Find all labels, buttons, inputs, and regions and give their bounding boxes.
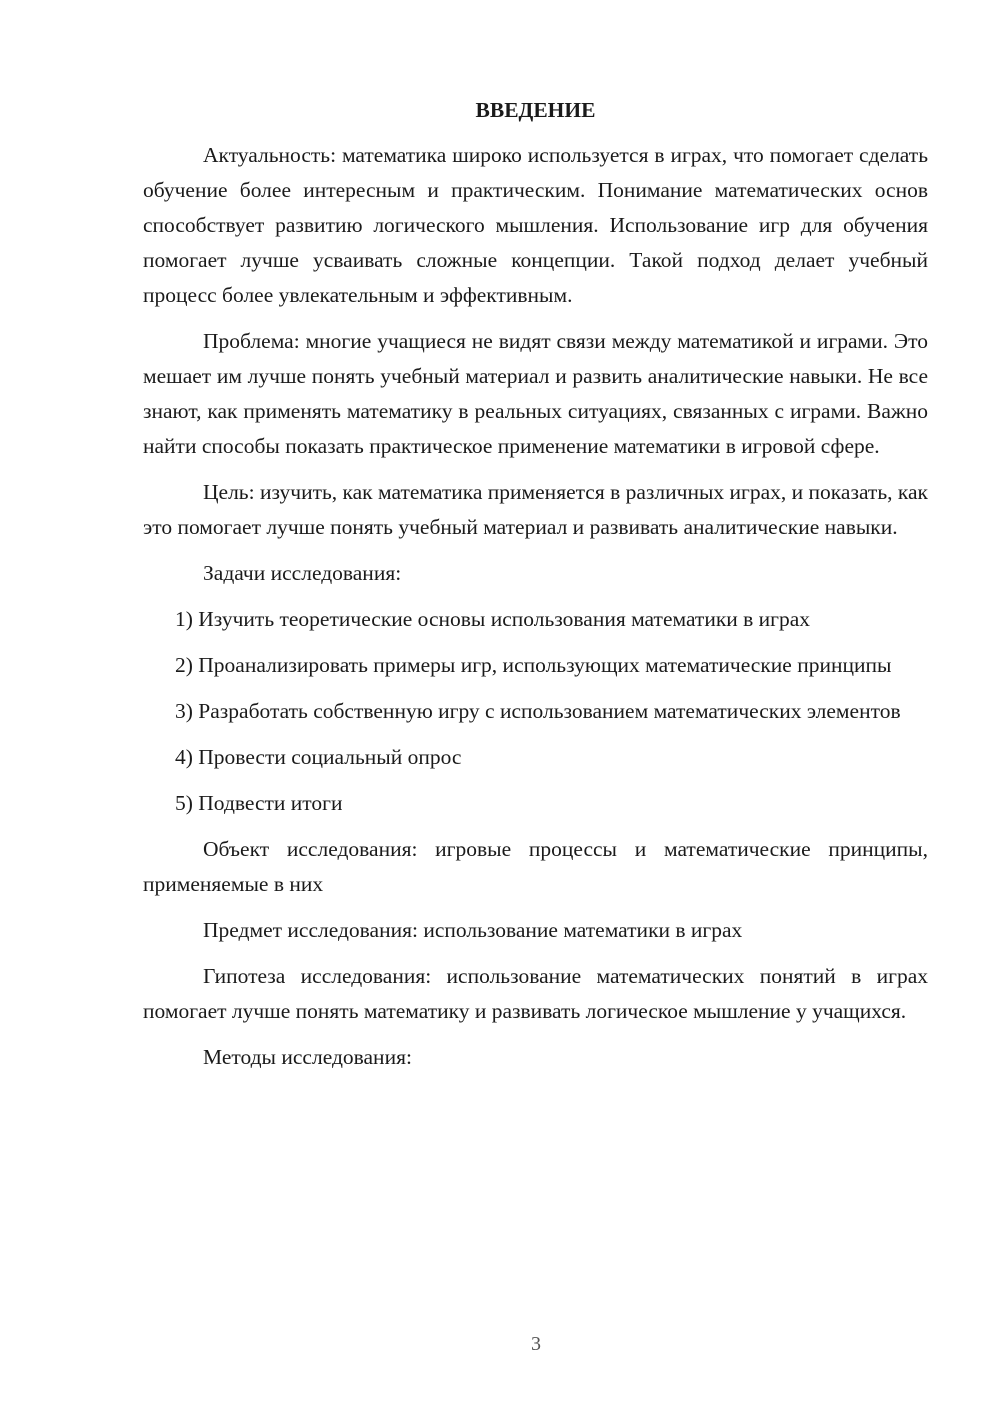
task-item-1: 1) Изучить теоретические основы использования математики в играх <box>175 607 811 631</box>
methods-heading: Методы исследования: <box>203 1045 412 1069</box>
page-content <box>143 95 928 1075</box>
paragraph-relevance: Актуальность: математика широко используется в играх, что помогает сделать обучение более интересным и практическим. Понимание математических основ способствует развитию логического мышления. Использование игр для обучения помогает лучше усваивать сложные концепции. Такой подход делает учебный процесс более увлекательным и эффективным. <box>143 143 928 307</box>
paragraph-goal: Цель: изучить, как математика применяется в различных играх, и показать, как это помогает лучше понять учебный материал и развивать аналитические навыки. <box>143 480 928 539</box>
task-item-5: 5) Подвести итоги <box>175 791 343 815</box>
page-number: 3 <box>531 1333 541 1355</box>
page-title: ВВЕДЕНИЕ <box>475 98 596 122</box>
tasks-heading: Задачи исследования: <box>203 561 402 585</box>
task-item-3: 3) Разработать собственную игру с использованием математических элементов <box>175 699 901 723</box>
paragraph-object: Объект исследования: игровые процессы и математические принципы, применяемые в них <box>143 837 928 896</box>
paragraph-hypothesis: Гипотеза исследования: использование математических понятий в играх помогает лучше понять математику и развивать логическое мышление у учащихся. <box>143 964 928 1023</box>
task-item-2: 2) Проанализировать примеры игр, использующих математические принципы <box>175 653 892 677</box>
paragraph-problem: Проблема: многие учащиеся не видят связи между математикой и играми. Это мешает им лучше понять учебный материал и развить аналитические навыки. Не все знают, как применять математику в реальных ситуациях, связанных с играми. Важно найти способы показать практическое применение математики в игровой сфере. <box>143 329 928 458</box>
task-item-4: 4) Провести социальный опрос <box>175 745 462 769</box>
paragraph-subject: Предмет исследования: использование математики в играх <box>203 918 743 942</box>
